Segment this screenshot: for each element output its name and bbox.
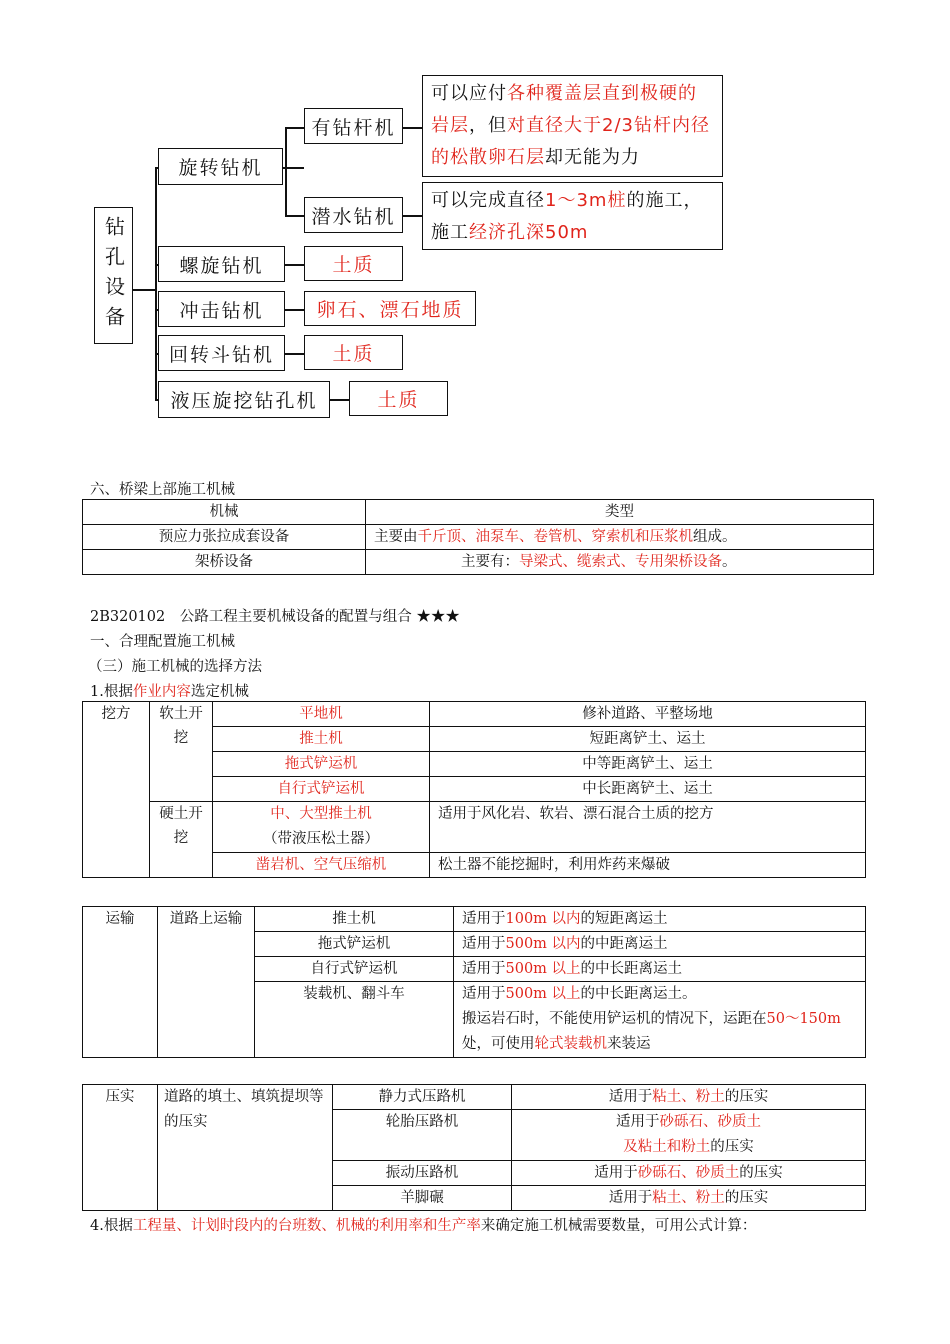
cell-text: 适用于 <box>594 1165 638 1181</box>
heading-2: （三）施工机械的选择方法 <box>88 659 262 675</box>
cell-highlight: 轮式装载机 <box>534 1036 607 1052</box>
table-row <box>83 802 866 853</box>
use-cell: 适用于风化岩、软岩、漂石混合土质的挖方 <box>430 802 866 853</box>
cell-text: 适用于 <box>608 1089 653 1105</box>
cell-highlight: 500m 以内 <box>505 936 581 952</box>
root-label: 钻孔设备 <box>101 215 126 336</box>
machine-note: （带液压松土器） <box>263 831 379 847</box>
subcategory-cell: 软土开挖 <box>150 702 213 802</box>
sub-note-text: 的施工，施工 <box>431 190 703 243</box>
cell-text: 主要由 <box>374 529 418 545</box>
sub-note-highlight: 1～3m桩 <box>545 190 627 211</box>
hydraulic-use-node <box>349 381 448 416</box>
cell-text: 来装运 <box>607 1036 651 1052</box>
cell-highlight: 100m 以内 <box>505 911 581 927</box>
cell-highlight: 砂砾石、砂质土 <box>637 1165 740 1181</box>
machine-cell: 振动压路机 <box>333 1161 512 1186</box>
submersible-drill-label: 潜水钻机 <box>311 205 396 228</box>
table-row <box>83 500 874 525</box>
rotary-bucket-drill-node <box>158 335 285 371</box>
cell-highlight: 500m 以上 <box>505 961 581 977</box>
cell-text: 组成。 <box>693 529 737 545</box>
use-cell: 中长距离铲土、运土 <box>430 777 866 802</box>
bridge-heading: 六、桥梁上部施工机械 <box>90 482 235 498</box>
use-cell: 修补道路、平整场地 <box>430 702 866 727</box>
root-node <box>94 207 133 344</box>
paragraph-highlight: 工程量、计划时段内的台班数、机械的利用率和生产率 <box>132 1218 481 1234</box>
heading-3 <box>90 680 249 701</box>
table-row <box>83 702 866 727</box>
machine-cell: 羊脚碾 <box>333 1186 512 1211</box>
cell-text: 的压实 <box>710 1139 754 1155</box>
rotary-drill-label: 旋转钻机 <box>178 157 263 179</box>
cell-highlight: 粘土、粉土 <box>652 1190 725 1206</box>
machine-cell: 推土机 <box>255 907 454 932</box>
machine-cell: 静力式压路机 <box>333 1085 512 1110</box>
heading-text: 选定机械 <box>190 684 249 700</box>
use-cell <box>454 957 866 982</box>
cell-text: 的中距离运土 <box>580 936 668 952</box>
use-cell: 中等距离铲土、运土 <box>430 752 866 777</box>
transport-table <box>82 906 866 1058</box>
column-header: 类型 <box>366 500 874 525</box>
quantity-paragraph <box>90 1214 756 1235</box>
cell-text: 处，可使用 <box>462 1036 535 1052</box>
hydraulic-rotary-drill-label: 液压旋挖钻孔机 <box>170 390 318 412</box>
category-cell: 挖方 <box>83 702 150 878</box>
section-title: 2B320102 公路工程主要机械设备的配置与组合 ★★★ <box>90 609 460 625</box>
use-cell <box>454 907 866 932</box>
use-cell <box>512 1186 866 1211</box>
cell-text: 的压实 <box>739 1165 783 1181</box>
spiral-use-node <box>304 246 403 281</box>
cell-text: 的压实 <box>724 1089 769 1105</box>
column-header: 机械 <box>83 500 366 525</box>
table-row <box>83 907 866 932</box>
machine-cell: 拖式铲运机 <box>255 932 454 957</box>
subcategory-cell: 硬土开挖 <box>150 802 213 878</box>
cell-highlight: 导梁式、缆索式、专用架桥设备 <box>519 554 722 570</box>
heading-text: 1.根据 <box>90 684 133 700</box>
impact-drill-label: 冲击钻机 <box>179 299 264 322</box>
machine-cell: 预应力张拉成套设备 <box>83 525 366 550</box>
submersible-note <box>422 182 723 250</box>
cell-highlight: 砂砾石、砂质土 <box>659 1114 761 1130</box>
use-cell <box>512 1110 866 1161</box>
cell-highlight: 50～150m <box>766 1011 841 1027</box>
machine-cell: 平地机 <box>213 702 430 727</box>
paragraph-text: 4.根据 <box>90 1218 133 1234</box>
cell-text: 适用于 <box>608 1190 653 1206</box>
machine-cell: 自行式铲运机 <box>255 957 454 982</box>
excavation-table <box>82 701 866 878</box>
cell-text: 主要有： <box>461 554 519 570</box>
use-cell <box>512 1161 866 1186</box>
subcategory-cell: 道路的填土、填筑提坝等的压实 <box>158 1085 333 1211</box>
spiral-use-label: 土质 <box>332 254 375 276</box>
cell-text: 的中长距离运土。 <box>580 986 697 1002</box>
machine-cell: 拖式铲运机 <box>213 752 430 777</box>
machine-cell: 装载机、翻斗车 <box>255 982 454 1058</box>
use-cell <box>512 1085 866 1110</box>
rod-note-text: ，但 <box>469 115 507 136</box>
category-cell: 压实 <box>83 1085 158 1211</box>
machine-cell: 凿岩机、空气压缩机 <box>213 853 430 878</box>
cell-highlight: 粘土、粉土 <box>652 1089 725 1105</box>
rotary-bucket-use-node <box>304 335 403 370</box>
type-cell <box>366 550 874 575</box>
cell-highlight: 及粘土和粉土 <box>623 1139 711 1155</box>
rod-note-highlight: 对直径大于2/3钻杆内径的松散卵石层 <box>431 115 710 168</box>
impact-drill-node <box>158 291 285 327</box>
subcategory-cell: 道路上运输 <box>158 907 255 1058</box>
machine-cell: 架桥设备 <box>83 550 366 575</box>
use-cell <box>454 982 866 1058</box>
impact-use-node <box>304 291 476 326</box>
hydraulic-rotary-drill-node <box>158 381 330 418</box>
cell-text: 适用于 <box>462 986 506 1002</box>
impact-use-label: 卵石、漂石地质 <box>316 299 464 321</box>
cell-text: 适用于 <box>462 911 506 927</box>
sub-note-text: 可以完成直径 <box>431 190 545 211</box>
type-cell <box>366 525 874 550</box>
machine-name: 中、大型推土机 <box>270 806 372 822</box>
hydraulic-use-label: 土质 <box>377 389 420 411</box>
heading-1: 一、合理配置施工机械 <box>90 634 235 650</box>
cell-text: 。 <box>722 554 737 570</box>
machine-cell <box>213 802 430 853</box>
cell-text: 的中长距离运土 <box>580 961 683 977</box>
machine-cell: 推土机 <box>213 727 430 752</box>
machine-cell: 自行式铲运机 <box>213 777 430 802</box>
paragraph-text: 来确定施工机械需要数量，可用公式计算： <box>480 1218 757 1234</box>
category-cell: 运输 <box>83 907 158 1058</box>
use-cell: 松土器不能挖掘时，利用炸药来爆破 <box>430 853 866 878</box>
sub-note-highlight: 经济孔深50m <box>469 222 589 243</box>
rotary-bucket-use-label: 土质 <box>332 343 375 365</box>
cell-text: 适用于 <box>616 1114 660 1130</box>
rod-drill-label: 有钻杆机 <box>311 116 396 139</box>
table-row <box>83 1085 866 1110</box>
cell-text: 适用于 <box>462 961 506 977</box>
rod-drill-note <box>422 75 723 177</box>
table-row <box>83 550 874 575</box>
cell-text: 的短距离运土 <box>580 911 668 927</box>
compaction-table <box>82 1084 866 1211</box>
bridge-machinery-table <box>82 499 874 575</box>
cell-text: 的压实 <box>724 1190 769 1206</box>
rod-note-highlight: 各种覆盖层直到极硬的岩层 <box>431 83 697 136</box>
rotary-drill-node <box>158 148 283 185</box>
table-row <box>83 525 874 550</box>
submersible-drill-node <box>304 197 403 233</box>
cell-text: 搬运岩石时，不能使用铲运机的情况下，运距在 <box>462 1011 767 1027</box>
use-cell: 短距离铲土、运土 <box>430 727 866 752</box>
rod-note-text: 却无能为力 <box>545 147 640 168</box>
spiral-drill-node <box>158 246 285 282</box>
use-cell <box>454 932 866 957</box>
heading-highlight: 作业内容 <box>132 684 191 700</box>
cell-text: 适用于 <box>462 936 506 952</box>
spiral-drill-label: 螺旋钻机 <box>179 254 264 277</box>
rotary-bucket-drill-label: 回转斗钻机 <box>168 343 274 366</box>
machine-cell: 轮胎压路机 <box>333 1110 512 1161</box>
rod-drill-node <box>304 108 403 144</box>
rod-note-text: 可以应付 <box>431 83 507 104</box>
cell-highlight: 500m 以上 <box>505 986 581 1002</box>
cell-highlight: 千斤顶、油泵车、卷管机、穿索机和压浆机 <box>417 529 693 545</box>
